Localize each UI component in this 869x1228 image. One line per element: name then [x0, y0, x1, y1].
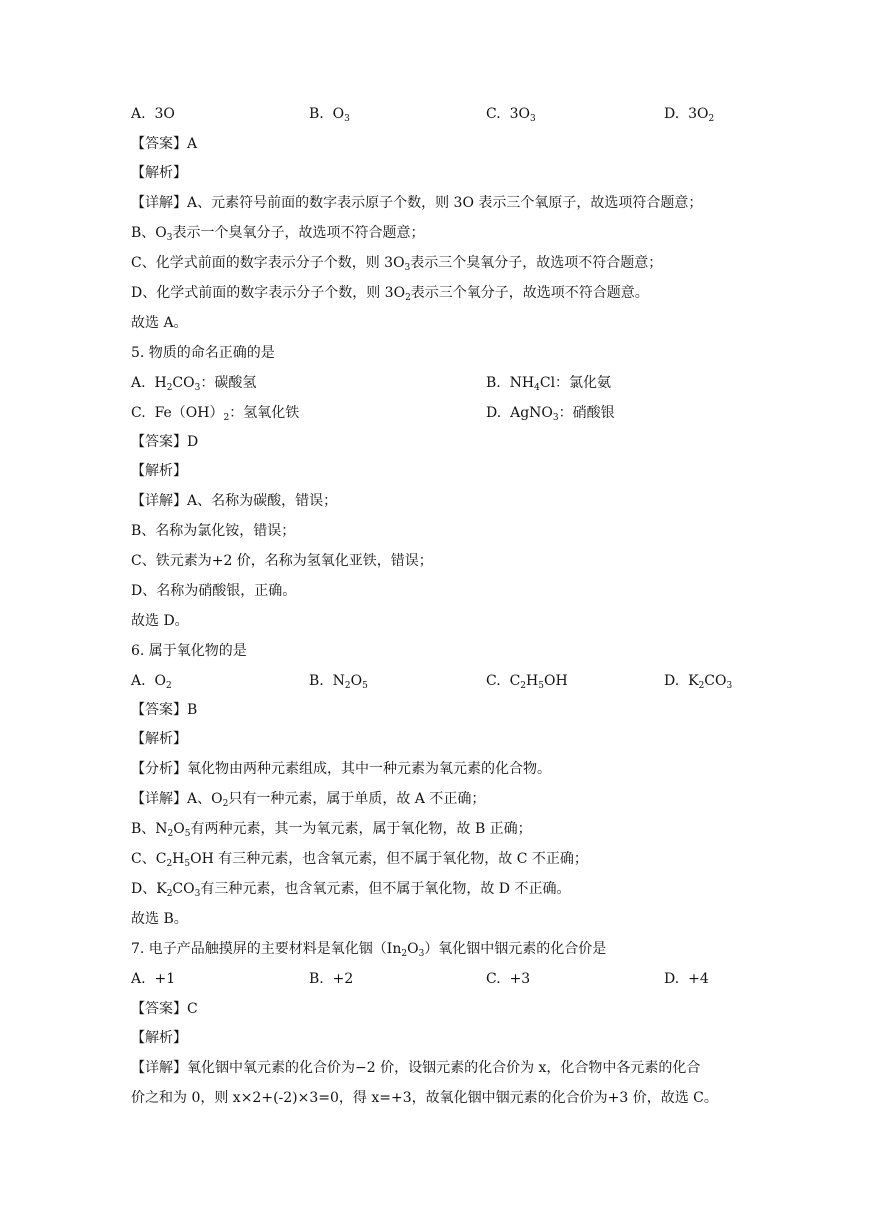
q4-detail-line-1: 【详解】A、元素符号前面的数字表示原子个数，则 3O 表示三个氧原子，故选项符合题意；: [131, 195, 703, 211]
q4-analysis-label: 【解析】: [131, 165, 187, 181]
q5-detail-line-3: C、铁元素为+2 价，名称为氢氧化亚铁，错误；: [131, 553, 433, 569]
q7-option-c: C. +3: [486, 971, 531, 987]
q4-conclusion: 故选 A。: [131, 315, 188, 331]
q5-conclusion: 故选 D。: [131, 613, 189, 629]
q5-answer: 【答案】D: [131, 434, 199, 450]
q6-answer: 【答案】B: [131, 702, 198, 718]
q6-conclusion: 故选 B。: [131, 911, 188, 927]
q5-detail-line-1: 【详解】A、名称为碳酸，错误；: [131, 493, 338, 509]
q4-option-b: B. $O_3$: [309, 106, 350, 124]
q5-option-a: A. $H_2CO_3$：碳酸氢: [131, 375, 257, 393]
q7-option-b: B. +2: [309, 971, 354, 987]
q7-stem: 7. 电子产品触摸屏的主要材料是氧化铟$(In_2O_3)$氧化铟中铟元素的化合价是: [131, 941, 607, 959]
q5-option-d: D. AgNO$_3$：硝酸银: [486, 405, 615, 423]
q6-detail-line-3: C、$C_2H_5OH$ 有三种元素，也含氧元素，但不属于氧化物，故 C 不正确；: [131, 851, 588, 869]
q5-analysis-label: 【解析】: [131, 463, 187, 479]
q6-detail-line-1: 【详解】A、$O_2$只有一种元素，属于单质，故 A 不正确；: [131, 791, 486, 809]
q5-detail-line-4: D、名称为硝酸银，正确。: [131, 583, 297, 599]
q6-detail-line-2: B、$N_2O_5$有两种元素，其一为氧元素，属于氧化物，故 B 正确；: [131, 821, 532, 839]
q6-analysis-label: 【解析】: [131, 731, 187, 747]
q6-option-a: A. $O_2$: [131, 673, 172, 691]
q5-detail-line-2: B、名称为氯化铵，错误；: [131, 523, 296, 539]
q7-detail-line-2: 价之和为 0，则 x×2+(-2)×3=0，得 x=+3，故氧化铟中铟元素的化合价为+3 价，故选 C。: [131, 1090, 718, 1106]
q7-option-d: D. +4: [664, 971, 709, 987]
q7-detail-line-1: 【详解】氧化铟中氧元素的化合价为−2 价，设铟元素的化合价为 x，化合物中各元素的化合: [131, 1060, 701, 1076]
q4-option-d: D. $3O_2$: [664, 106, 715, 124]
q6-option-b: B. $N_2O_5$: [309, 673, 368, 691]
q4-detail-line-3: C、化学式前面的数字表示分子个数，则 $3O_3$表示三个臭氧分子，故选项不符合题意；: [131, 255, 663, 273]
q7-analysis-label: 【解析】: [131, 1030, 187, 1046]
q5-option-b: B. $NH_4Cl$：氯化氨: [486, 375, 612, 393]
q4-option-a: A. 3O: [131, 106, 175, 122]
q4-detail-line-2: B、$O_3$表示一个臭氧分子，故选项不符合题意；: [131, 225, 425, 243]
q4-detail-line-4: D、化学式前面的数字表示分子个数，则 $3O_2$表示三个氧分子，故选项不符合题意。: [131, 285, 649, 303]
q7-option-a: A. +1: [131, 971, 176, 987]
q6-option-c: C. $C_2H_5OH$: [486, 673, 568, 691]
q5-stem: 5. 物质的命名正确的是: [131, 345, 275, 361]
q4-answer: 【答案】A: [131, 136, 198, 152]
q6-analysis: 【分析】氧化物由两种元素组成，其中一种元素为氧元素的化合物。: [131, 761, 551, 777]
q6-stem: 6. 属于氧化物的是: [131, 643, 247, 659]
q6-option-d: D. $K_2CO_3$: [664, 673, 733, 691]
q5-option-c: C. $Fe(OH)_2$：氢氧化铁: [131, 405, 300, 423]
q4-option-c: C. $3O_3$: [486, 106, 536, 124]
q7-answer: 【答案】C: [131, 1001, 198, 1017]
q6-detail-line-4: D、$K_2CO_3$有三种元素，也含氧元素，但不属于氧化物，故 D 不正确。: [131, 881, 571, 899]
